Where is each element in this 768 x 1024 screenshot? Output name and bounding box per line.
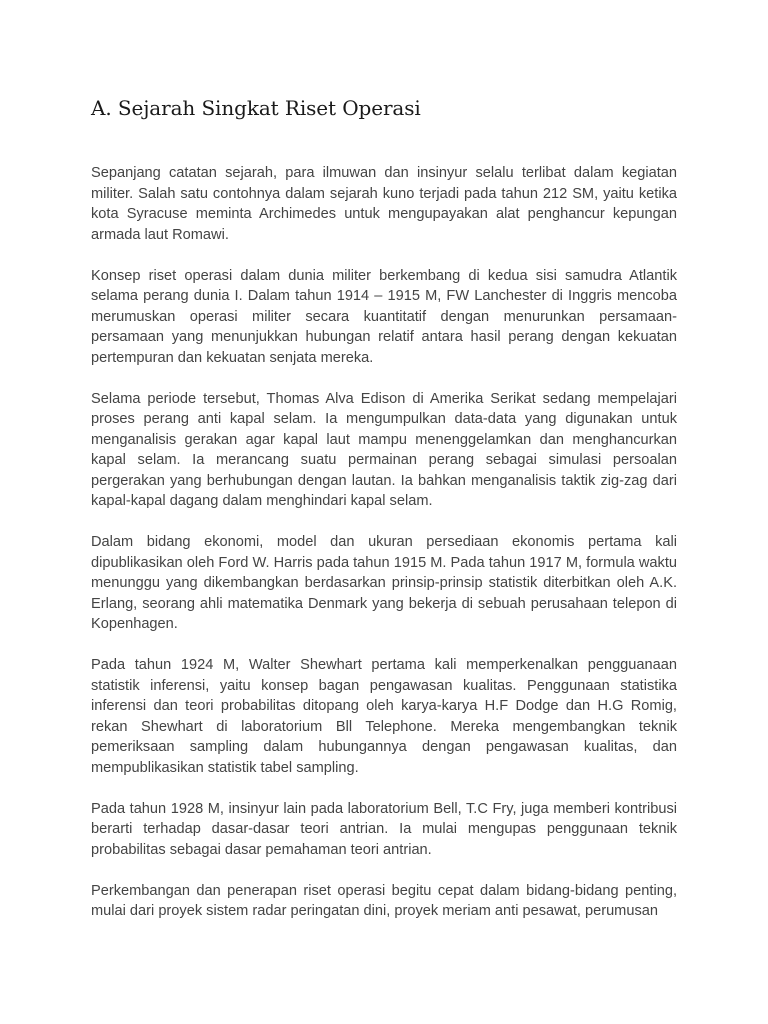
paragraph-6: Pada tahun 1928 M, insinyur lain pada laboratorium Bell, T.C Fry, juga memberi kontribusi berarti terhadap dasar-dasar teori antrian. Ia mulai mengupas penggunaan teknik probabilitas sebagai dasar pemahaman teori antrian. [91, 800, 677, 858]
paragraph-2: Konsep riset operasi dalam dunia militer berkembang di kedua sisi samudra Atlantik selama perang dunia I. Dalam tahun 1914 – 1915 M, FW Lanchester di Inggris mencoba merumuskan operasi militer secara kuantitatif dengan menurunkan persamaan-persamaan yang menunjukkan hubungan relatif antara hasil perang dengan kekuatan pertempuran dan kekuatan senjata mereka. [91, 267, 677, 366]
document-title: A. Sejarah Singkat Riset Operasi [91, 96, 421, 120]
paragraph-4: Dalam bidang ekonomi, model dan ukuran persediaan ekonomis pertama kali dipublikasikan oleh Ford W. Harris pada tahun 1915 M. Pada tahun 1917 M, formula waktu menunggu yang dikembangkan berdasarkan prinsip-prinsip statistik diterbitkan oleh A.K. Erlang, seorang ahli matematika Denmark yang bekerja di sebuah perusahaan telepon di Kopenhagen. [91, 534, 677, 632]
document-content [91, 94, 677, 942]
paragraph-5: Pada tahun 1924 M, Walter Shewhart pertama kali memperkenalkan pengguanaan statistik inferensi, yaitu konsep bagan pengawasan kualitas. Penggunaan statistika inferensi dan teori probabilitas ditopang oleh karya-karya H.F Dodge dan H.G Romig, rekan Shewhart di laboratorium Bll Telephone. Mereka mengembangkan teknik pemeriksaan sampling dalam hubungannya dengan pengawasan kualitas, dan mempublikasikan statistik tabel sampling. [91, 657, 677, 776]
paragraph-3: Selama periode tersebut, Thomas Alva Edison di Amerika Serikat sedang mempelajari proses perang anti kapal selam. Ia mengumpulkan data-data yang digunakan untuk menganalisis gerakan agar kapal laut mampu menenggelamkan dan menghancurkan kapal selam. Ia merancang suatu permainan perang sebagai simulasi persoalan pergerakan yang berhubungan dengan lautan. Ia bahkan menganalisis taktik zig-zag dari kapal-kapal dagang dalam menghindari kapal selam. [91, 390, 677, 509]
paragraph-7: Perkembangan dan penerapan riset operasi begitu cepat dalam bidang-bidang penting, mulai dari proyek sistem radar peringatan dini, proyek meriam anti pesawat, perumusan [91, 882, 677, 919]
paragraph-1: Sepanjang catatan sejarah, para ilmuwan dan insinyur selalu terlibat dalam kegiatan militer. Salah satu contohnya dalam sejarah kuno terjadi pada tahun 212 SM, yaitu ketika kota Syracuse meminta Archimedes untuk mengupayakan alat penghancur kepungan armada laut Romawi. [91, 165, 677, 243]
